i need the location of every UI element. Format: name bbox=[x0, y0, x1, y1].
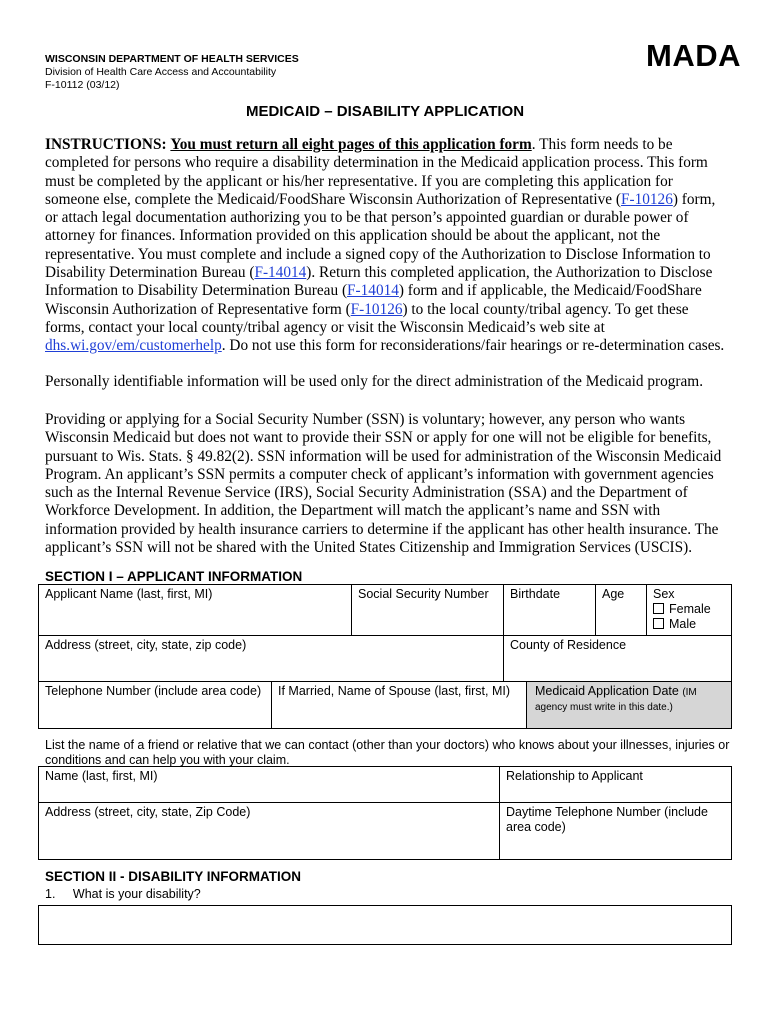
instructions-text-6: . Do not use this form for reconsiderations/fair hearings or re-determination cases. bbox=[221, 337, 725, 355]
question-1 bbox=[45, 887, 201, 901]
form-link-f10126[interactable]: F-10126 bbox=[621, 190, 673, 208]
age-label: Age bbox=[602, 587, 625, 601]
telephone-label: Telephone Number (include area code) bbox=[45, 684, 262, 698]
form-code: MADA bbox=[646, 38, 741, 73]
form-link-f14014[interactable]: F-14014 bbox=[254, 264, 307, 282]
form-link-f14014-2[interactable]: F-14014 bbox=[347, 282, 399, 300]
form-number: F-10112 (03/12) bbox=[45, 79, 120, 91]
instructions-label: INSTRUCTIONS: bbox=[45, 136, 167, 153]
instructions-text-2: ) form, or attach legal documentation authorizing you to be that person’s appointed guardian or durable power of attorney for finances. Information provided on this application should be about the applicant, not the representative. You must complete and include a signed copy of the Authorization to Disclose Information to Disability Determination Bureau ( bbox=[45, 190, 716, 282]
sex-field bbox=[646, 584, 732, 635]
disability-answer-box[interactable] bbox=[38, 905, 732, 945]
male-label: Male bbox=[669, 617, 697, 631]
spouse-field[interactable] bbox=[271, 681, 526, 729]
contact-name-label: Name (last, first, MI) bbox=[45, 769, 158, 783]
contact-address-field[interactable] bbox=[38, 802, 499, 860]
female-option[interactable] bbox=[653, 602, 725, 617]
instructions-text-1: . This form needs to be completed for persons who require a disability determination in the Medicaid application process. This form must be completed by the applicant or his/her representative. If you are completing this application for someone else, complete the Medicaid/FoodShare Wisconsin Authorization of Representative ( bbox=[45, 136, 708, 208]
contact-intro: List the name of a friend or relative that we can contact (other than your doctors) who knows about your illnesses, injuries or conditions and can help you with your claim. bbox=[45, 738, 730, 767]
sex-label: Sex bbox=[653, 587, 675, 601]
applicant-name-field[interactable] bbox=[38, 584, 351, 635]
county-label: County of Residence bbox=[510, 638, 627, 652]
spouse-label: If Married, Name of Spouse (last, first, MI) bbox=[278, 684, 511, 698]
form-link-f10126-2[interactable]: F-10126 bbox=[350, 300, 403, 318]
male-checkbox[interactable] bbox=[653, 618, 664, 629]
daytime-phone-label: Daytime Telephone Number (include area code) bbox=[506, 805, 708, 834]
question-1-number: 1. bbox=[45, 887, 56, 901]
female-label: Female bbox=[669, 602, 711, 616]
female-checkbox[interactable] bbox=[653, 603, 664, 614]
relationship-field[interactable] bbox=[499, 766, 732, 802]
contact-address-label: Address (street, city, state, Zip Code) bbox=[45, 805, 251, 819]
address-field[interactable] bbox=[38, 635, 503, 681]
application-date-note-a: (IM bbox=[682, 687, 697, 698]
birthdate-label: Birthdate bbox=[510, 587, 561, 601]
website-link[interactable]: dhs.wi.gov/em/customerhelp bbox=[45, 337, 222, 355]
question-1-text: What is your disability? bbox=[72, 887, 201, 901]
section-1-title: SECTION I – APPLICANT INFORMATION bbox=[45, 569, 303, 584]
page-title: MEDICAID – DISABILITY APPLICATION bbox=[245, 103, 525, 120]
instructions-text-5: ) to the local county/tribal agency. To get these forms, contact your local county/tribal agency or visit the Wisconsin Medicaid’s web site at bbox=[45, 300, 689, 336]
division-name: Division of Health Care Access and Accountability bbox=[45, 66, 277, 78]
daytime-phone-field[interactable] bbox=[499, 802, 732, 860]
address-label: Address (street, city, state, zip code) bbox=[45, 638, 247, 652]
telephone-field[interactable] bbox=[38, 681, 271, 729]
privacy-paragraph: Personally identifiable information will be used only for the direct administration of the Medicaid program. bbox=[45, 373, 704, 390]
age-field[interactable] bbox=[595, 584, 646, 635]
male-option[interactable] bbox=[653, 617, 725, 632]
contact-name-field[interactable] bbox=[38, 766, 499, 802]
applicant-name-label: Applicant Name (last, first, MI) bbox=[45, 587, 213, 601]
application-date-field bbox=[526, 681, 732, 729]
birthdate-field[interactable] bbox=[503, 584, 595, 635]
instructions-emphasis: You must return all eight pages of this application form bbox=[170, 136, 532, 153]
ssn-label: Social Security Number bbox=[358, 587, 489, 601]
ssn-paragraph: Providing or applying for a Social Security Number (SSN) is voluntary; however, any person who wants Wisconsin Medicaid but does not want to provide their SSN or apply for one will not be eligible for benefits, pursuant to Wis. Stats. § 49.82(2). SSN information will be used for administration of the Wisconsin Medicaid Program. An applicant’s SSN permits a computer check of applicant’s information with government agencies such as the Internal Revenue Service (IRS), Social Security Administration (SSA) and the Department of Workforce Development. In addition, the Department will match the applicant’s name and SSN with information provided by health insurance carriers to determine if the applicant has other health insurance. The applicant’s SSN will not be shared with the United States Citizenship and Immigration Services (USCIS). bbox=[45, 411, 722, 557]
application-date-note-b: agency must write in this date.) bbox=[535, 702, 673, 713]
section-2-title: SECTION II - DISABILITY INFORMATION bbox=[45, 869, 301, 884]
county-field[interactable] bbox=[503, 635, 732, 681]
ssn-field[interactable] bbox=[351, 584, 503, 635]
instructions-text-4: ) form and if applicable, the Medicaid/FoodShare Wisconsin Authorization of Representative form ( bbox=[45, 282, 702, 318]
relationship-label: Relationship to Applicant bbox=[506, 769, 643, 783]
agency-name: WISCONSIN DEPARTMENT OF HEALTH SERVICES bbox=[45, 53, 299, 65]
instructions-paragraph bbox=[45, 136, 727, 356]
application-date-label: Medicaid Application Date bbox=[535, 684, 679, 698]
instructions-text-3: ). Return this completed application, the Authorization to Disclose Information to Disability Determination Bureau ( bbox=[45, 264, 713, 300]
